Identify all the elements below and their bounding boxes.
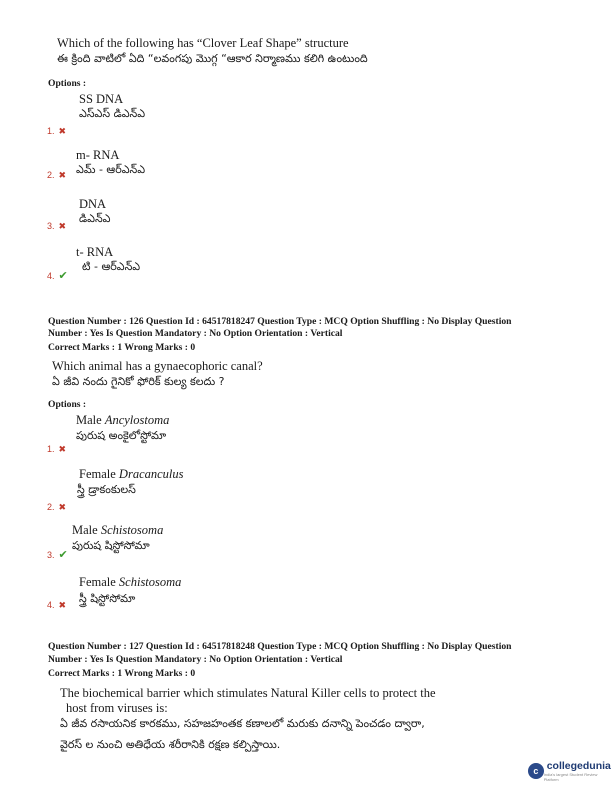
- option-number: 4.: [47, 600, 55, 610]
- q126-option-2-en: [79, 467, 184, 482]
- q125-question-en: Which of the following has “Clover Leaf Shape” structure: [57, 36, 349, 50]
- option-number: 2.: [47, 502, 55, 512]
- collegedunia-logo: [528, 760, 612, 782]
- q126-question-te: ఏ జీవి నందు గైనికో ఫోరిక్ కుల్య కలదు ?: [52, 375, 225, 388]
- option-text: Female: [79, 575, 119, 589]
- q125-option-1-marker: [47, 121, 66, 139]
- option-species: Dracanculus: [118, 467, 184, 481]
- wrong-icon: ✖: [58, 222, 67, 232]
- q127-question-en-line-2: host from viruses is:: [66, 701, 168, 715]
- option-text: Female: [79, 467, 119, 481]
- option-species: Schistosoma: [100, 523, 164, 537]
- option-species: Schistosoma: [118, 575, 182, 589]
- q125-question-te: ఈ క్రింది వాటిలో ఏది “లవంగపు మొగ్గ “ఆకార నిర్మాణము కలిగి ఉంటుంది: [57, 52, 368, 65]
- q125-option-3-marker: [47, 216, 66, 234]
- q126-meta-line-1: Question Number : 126 Question Id : 64517818247 Question Type : MCQ Option Shuffling : No Display Question: [48, 316, 512, 327]
- q127-marks: Correct Marks : 1 Wrong Marks : 0: [48, 668, 196, 679]
- q126-option-3-te: పురుష షిస్టోసోమా: [72, 539, 150, 552]
- correct-check-icon: ✔: [58, 269, 68, 282]
- q125-option-1-en: SS DNA: [79, 92, 124, 106]
- q125-option-3-te: డిఎన్ఎ: [79, 212, 111, 225]
- wrong-icon: ✖: [58, 601, 67, 611]
- q127-question-te-line-2: వైరస్ ల నుంచి అతిధేయ శరీరానికి రక్షణ కల్పిస్తాయి.: [60, 738, 281, 751]
- wrong-icon: ✖: [58, 171, 67, 181]
- q125-option-2-te: ఎమ్ - ఆర్ఎన్ఎ: [76, 163, 146, 176]
- option-species: Ancylostoma: [104, 413, 170, 427]
- option-number: 3.: [47, 221, 55, 231]
- q125-option-4-en: t- RNA: [76, 245, 114, 259]
- q126-option-4-marker: [47, 595, 66, 613]
- option-text: Male: [76, 413, 105, 427]
- q125-options-label: Options :: [48, 78, 87, 89]
- q126-question-en: Which animal has a gynaecophoric canal?: [52, 359, 263, 373]
- q125-option-4-te: టి - ఆర్ఎన్ఎ: [82, 260, 141, 273]
- wrong-icon: ✖: [58, 127, 67, 137]
- q125-option-4-marker: [47, 266, 68, 284]
- option-number: 2.: [47, 170, 55, 180]
- q126-option-2-te: స్త్రీ డ్రాకంకులస్: [77, 483, 136, 496]
- option-number: 4.: [47, 271, 55, 281]
- correct-check-icon: ✔: [58, 548, 68, 561]
- q126-option-4-te: స్త్రీ షిస్టోసోమా: [79, 592, 136, 605]
- option-number: 3.: [47, 550, 55, 560]
- wrong-icon: ✖: [58, 445, 67, 455]
- q125-option-1-te: ఎస్ఎస్ డిఎన్ఎ: [79, 107, 146, 120]
- option-text: Male: [72, 523, 101, 537]
- q126-option-2-marker: [47, 497, 66, 515]
- q126-meta-line-2: Number : Yes Is Question Mandatory : No Option Orientation : Vertical: [48, 328, 343, 339]
- logo-tagline: India's largest Student Review Platform: [543, 772, 598, 782]
- q126-marks: Correct Marks : 1 Wrong Marks : 0: [48, 342, 196, 353]
- collegedunia-logo-icon: c: [528, 763, 544, 779]
- q127-question-en-line-1: The biochemical barrier which stimulates Natural Killer cells to protect the: [60, 686, 436, 700]
- q125-option-2-marker: [47, 165, 66, 183]
- q125-option-3-en: DNA: [79, 197, 107, 211]
- option-number: 1.: [47, 444, 55, 454]
- q127-meta-line-2: Number : Yes Is Question Mandatory : No Option Orientation : Vertical: [48, 654, 343, 665]
- q127-question-te-line-1: ఏ జీవ రసాయనిక కారకము, సహజహంతక కణాలలో మరుకు దనాన్ని పెంచడం ద్వారా,: [60, 717, 425, 730]
- q126-option-3-en: [72, 523, 163, 538]
- q125-option-2-en: m- RNA: [76, 148, 120, 162]
- wrong-icon: ✖: [58, 503, 67, 513]
- q126-option-1-te: పురుష అంకైలోస్టోమా: [76, 429, 167, 442]
- q126-option-1-marker: [47, 439, 66, 457]
- q127-meta-line-1: Question Number : 127 Question Id : 64517818248 Question Type : MCQ Option Shuffling : No Display Question: [48, 641, 512, 652]
- q126-options-label: Options :: [48, 399, 87, 410]
- q126-option-3-marker: [47, 545, 68, 563]
- logo-text: collegedunia: [546, 760, 611, 772]
- q126-option-1-en: [76, 413, 169, 428]
- q126-option-4-en: [79, 575, 181, 590]
- option-number: 1.: [47, 126, 55, 136]
